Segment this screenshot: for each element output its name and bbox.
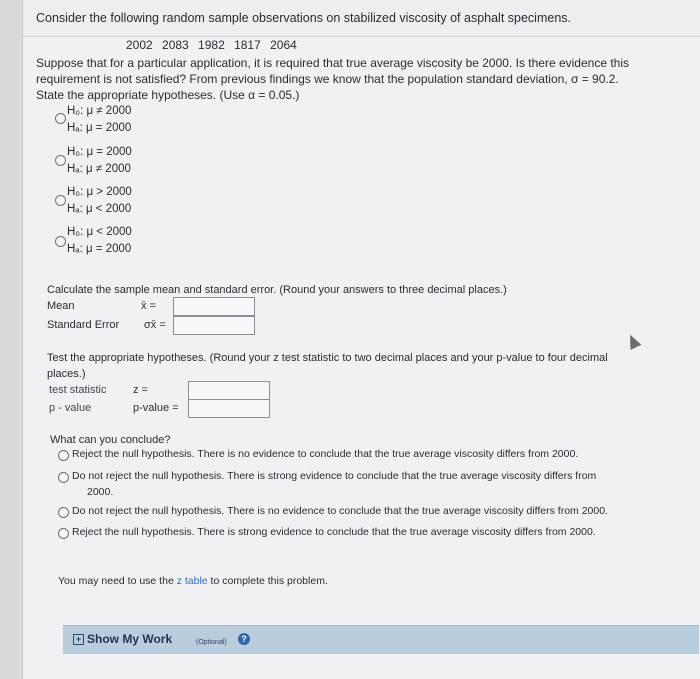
question-paragraph-line-3: State the appropriate hypotheses. (Use α = 0.05.)	[36, 88, 300, 102]
test-statistic-input[interactable]	[188, 381, 270, 400]
sample-data-values: 2002 2083 1982 1817 2064	[126, 38, 297, 52]
hypothesis-radio-1[interactable]	[55, 113, 66, 124]
conclusion-option-2-text-cont: 2000.	[87, 486, 114, 498]
expand-plus-icon[interactable]: +	[73, 634, 84, 645]
hypothesis-2-alt: Hₐ: μ ≠ 2000	[67, 163, 131, 175]
conclusion-option-1-text: Reject the null hypothesis. There is no evidence to conclude that the true average viscosity differs from 2000.	[72, 448, 579, 460]
conclusion-radio-1[interactable]	[58, 450, 69, 461]
sample-section-prompt: Calculate the sample mean and standard error. (Round your answers to three decimal places.)	[47, 284, 507, 296]
mouse-cursor-icon	[625, 332, 642, 350]
conclusion-radio-3[interactable]	[58, 507, 69, 518]
hypothesis-3-null: H₀: μ > 2000	[67, 186, 132, 198]
test-statistic-label: test statistic	[49, 384, 107, 396]
question-page	[22, 0, 700, 679]
z-table-link[interactable]: z table	[176, 575, 208, 587]
note-suffix: to complete this problem.	[207, 575, 328, 587]
hypothesis-2-null: H₀: μ = 2000	[67, 146, 132, 158]
conclusion-radio-4[interactable]	[58, 528, 69, 539]
z-table-note	[58, 574, 328, 589]
p-value-label: p - value	[49, 402, 92, 414]
mean-input[interactable]	[173, 297, 255, 316]
note-prefix: You may need to use the	[58, 575, 177, 587]
test-statistic-symbol: z =	[133, 384, 148, 396]
test-section-prompt-line-2: places.)	[47, 368, 86, 380]
conclusion-option-2-text: Do not reject the null hypothesis. There is strong evidence to conclude that the true average viscosity differs from	[72, 470, 597, 482]
show-my-work-bar[interactable]	[63, 625, 699, 654]
p-value-input[interactable]	[188, 399, 270, 418]
hypothesis-3-alt: Hₐ: μ < 2000	[67, 203, 132, 215]
conclusion-option-4-text: Reject the null hypothesis. There is strong evidence to conclude that the true average viscosity differs from 2000.	[72, 526, 596, 538]
mean-label: Mean	[47, 300, 75, 312]
p-value-symbol: p-value =	[133, 402, 179, 414]
hypothesis-radio-3[interactable]	[55, 195, 66, 206]
standard-error-label: Standard Error	[47, 319, 120, 331]
hypothesis-radio-2[interactable]	[55, 155, 66, 166]
standard-error-symbol: σx̄ =	[144, 319, 166, 331]
test-section-prompt-line-1: Test the appropriate hypotheses. (Round your z test statistic to two decimal places and your p-value to four decimal	[47, 352, 608, 364]
conclusion-radio-2[interactable]	[58, 472, 69, 483]
hypothesis-1-null: H₀: μ ≠ 2000	[67, 105, 132, 117]
show-my-work-label[interactable]: Show My Work	[87, 632, 173, 646]
hypothesis-1-alt: Hₐ: μ = 2000	[67, 122, 132, 134]
help-icon[interactable]: ?	[238, 633, 250, 645]
question-paragraph-line-2: requirement is not satisfied? From previous findings we know that the population standard deviation, σ = 90.2.	[36, 72, 619, 86]
mean-symbol: x̄ =	[141, 300, 156, 312]
standard-error-input[interactable]	[173, 316, 255, 335]
hypothesis-radio-4[interactable]	[55, 236, 66, 247]
question-paragraph-line-1: Suppose that for a particular application, it is required that true average viscosity be 2000. Is there evidence this	[36, 56, 630, 70]
conclusion-option-3-text: Do not reject the null hypothesis. There is no evidence to conclude that the true average viscosity differs from 2000.	[72, 505, 608, 517]
hypothesis-4-alt: Hₐ: μ = 2000	[67, 243, 132, 255]
question-intro: Consider the following random sample observations on stabilized viscosity of asphalt specimens.	[36, 11, 571, 25]
optional-label: (Optional)	[196, 639, 227, 646]
hypothesis-4-null: H₀: μ < 2000	[67, 226, 132, 238]
conclusion-question: What can you conclude?	[50, 434, 171, 446]
